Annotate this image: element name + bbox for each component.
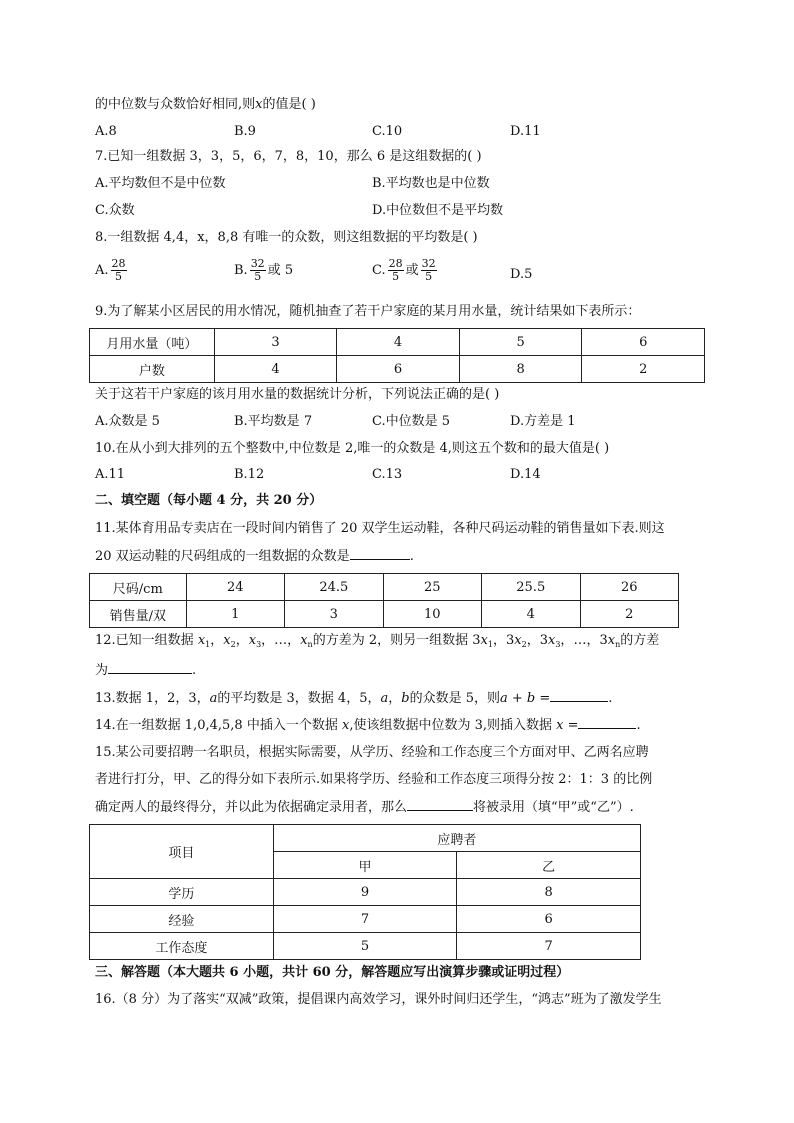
q7-option-c: C.众数 bbox=[95, 203, 135, 218]
table-row bbox=[90, 601, 679, 628]
q9-stem: 9.为了解某小区居民的用水情况，随机抽查了若干户家庭的某月用水量，统计结果如下表所示： bbox=[95, 304, 641, 319]
q8-stem: 8.一组数据 4,4，x，8,8 有唯一的众数，则这组数据的平均数是( ) bbox=[95, 230, 478, 245]
q6-option-c: C.10 bbox=[372, 124, 403, 139]
section-3-heading: 三、解答题（本大题共 6 小题，共计 60 分，解答题应写出演算步骤或证明过程） bbox=[95, 965, 570, 980]
table-cell: 25 bbox=[383, 574, 481, 601]
q15-table bbox=[89, 824, 641, 960]
q12-line2: 为 . bbox=[95, 663, 197, 678]
q12-line1: 12.已知一组数据 $x_1$，$x_2$，$x_3$，…，$x_n$的方差为 2，则另一组数据 $3x_1$，$3x_2$，$3x_3$，…，$3x_n$的方差 bbox=[95, 633, 660, 649]
table-header-col1: 甲 bbox=[273, 852, 457, 879]
table-row bbox=[90, 906, 641, 933]
q7-option-a: A.平均数但不是中位数 bbox=[95, 176, 226, 191]
q10-stem: 10.在从小到大排列的五个整数中,中位数是 2,唯一的众数是 4,则这五个数和的最大值是( ) bbox=[95, 441, 610, 456]
q15-line3: 确定两人的最终得分，并以此为依据确定录用者，那么 将被录用（填“甲”或“乙”）. bbox=[95, 800, 634, 815]
table-header-item: 项目 bbox=[90, 825, 274, 879]
q13-stem: 13.数据 1，2，3，a的平均数是 3，数据 4，5，a，b的众数是 5，则a + b = . bbox=[95, 691, 613, 706]
q8-option-b: B. $\frac{32}{5}$ 或 5 bbox=[234, 257, 294, 283]
table-cell: 月用水量（吨） bbox=[90, 329, 215, 356]
table-cell: 4 bbox=[337, 329, 460, 356]
q16-stem: 16.（8 分）为了落实“双减”政策，提倡课内高效学习，课外时间归还学生，“鸿志”班为了激发学生 bbox=[95, 992, 662, 1007]
q14-stem: 14.在一组数据 1,0,4,5,8 中插入一个数据 x,使该组数据中位数为 3,则插入数据 x = . bbox=[95, 718, 641, 733]
table-cell: 10 bbox=[383, 601, 481, 628]
table-cell: 6 bbox=[582, 329, 705, 356]
table-cell: 5 bbox=[273, 933, 457, 960]
table-cell: 25.5 bbox=[481, 574, 580, 601]
table-cell: 3 bbox=[285, 601, 384, 628]
table-row bbox=[90, 933, 641, 960]
q11-line1: 11.某体育用品专卖店在一段时间内销售了 20 双学生运动鞋，各种尺码运动鞋的销售量如下表.则这 bbox=[95, 521, 665, 536]
q8-option-c: C. $\frac{28}{5}$ 或 $\frac{32}{5}$ bbox=[372, 257, 436, 283]
table-cell: 1 bbox=[186, 601, 284, 628]
table-cell: 4 bbox=[214, 356, 337, 383]
answer-blank[interactable] bbox=[108, 661, 192, 674]
table-cell: 5 bbox=[459, 329, 582, 356]
table-cell: 6 bbox=[457, 906, 641, 933]
table-cell: 3 bbox=[214, 329, 337, 356]
table-row bbox=[90, 879, 641, 906]
table-cell: 户数 bbox=[90, 356, 215, 383]
q15-line1: 15.某公司要招聘一名职员，根据实际需要，从学历、经验和工作态度三个方面对甲、乙两名应聘 bbox=[95, 745, 649, 760]
table-cell: 8 bbox=[457, 879, 641, 906]
q9-option-d: D.方差是 1 bbox=[510, 414, 576, 429]
q10-option-a: A.11 bbox=[95, 467, 126, 482]
answer-blank[interactable] bbox=[407, 798, 473, 811]
table-cell: 4 bbox=[481, 601, 580, 628]
table-cell: 销售量/双 bbox=[90, 601, 187, 628]
table-header-group: 应聘者 bbox=[273, 825, 640, 852]
table-row bbox=[90, 329, 705, 356]
table-cell: 7 bbox=[273, 906, 457, 933]
table-cell: 6 bbox=[337, 356, 460, 383]
q6-option-b: B.9 bbox=[234, 124, 256, 139]
table-cell: 24.5 bbox=[285, 574, 384, 601]
answer-blank[interactable] bbox=[578, 716, 636, 729]
q6-option-d: D.11 bbox=[510, 124, 541, 139]
q8-option-a: A. $\frac{28}{5}$ bbox=[95, 257, 126, 283]
q9-after: 关于这若干户家庭的该月用水量的数据统计分析，下列说法正确的是( ) bbox=[95, 387, 500, 402]
table-cell: 26 bbox=[580, 574, 679, 601]
table-cell: 2 bbox=[582, 356, 705, 383]
table-cell: 尺码/cm bbox=[90, 574, 187, 601]
q15-line2: 者进行打分，甲、乙的得分如下表所示.如果将学历、经验和工作态度三项得分按 2：1：3 的比例 bbox=[95, 772, 653, 787]
q11-line2: 20 双运动鞋的尺码组成的一组数据的众数是 . bbox=[95, 549, 414, 564]
table-cell: 2 bbox=[580, 601, 679, 628]
table-row bbox=[90, 574, 679, 601]
table-cell: 经验 bbox=[90, 906, 274, 933]
q9-option-c: C.中位数是 5 bbox=[372, 414, 451, 429]
q10-option-c: C.13 bbox=[372, 467, 403, 482]
table-cell: 7 bbox=[457, 933, 641, 960]
q8-option-d: D.5 bbox=[510, 267, 533, 282]
answer-blank[interactable] bbox=[350, 547, 410, 560]
table-cell: 学历 bbox=[90, 879, 274, 906]
answer-blank[interactable] bbox=[550, 689, 608, 702]
q11-table bbox=[89, 573, 679, 628]
q9-option-b: B.平均数是 7 bbox=[234, 414, 313, 429]
q9-option-a: A.众数是 5 bbox=[95, 414, 160, 429]
table-cell: 9 bbox=[273, 879, 457, 906]
table-cell: 8 bbox=[459, 356, 582, 383]
q6-stem: 的中位数与众数恰好相同,则x的值是( ) bbox=[95, 97, 316, 112]
table-cell: 工作态度 bbox=[90, 933, 274, 960]
q7-option-b: B.平均数也是中位数 bbox=[372, 176, 490, 191]
table-cell: 24 bbox=[186, 574, 284, 601]
table-row bbox=[90, 825, 641, 852]
q6-option-a: A.8 bbox=[95, 124, 117, 139]
q9-table bbox=[89, 328, 705, 383]
section-2-heading: 二、填空题（每小题 4 分，共 20 分） bbox=[95, 493, 323, 508]
q7-stem: 7.已知一组数据 3，3，5，6，7，8，10，那么 6 是这组数据的( ) bbox=[95, 149, 482, 164]
q7-option-d: D.中位数但不是平均数 bbox=[372, 203, 504, 218]
q10-option-b: B.12 bbox=[234, 467, 265, 482]
q10-option-d: D.14 bbox=[510, 467, 541, 482]
table-row bbox=[90, 356, 705, 383]
table-header-col2: 乙 bbox=[457, 852, 641, 879]
